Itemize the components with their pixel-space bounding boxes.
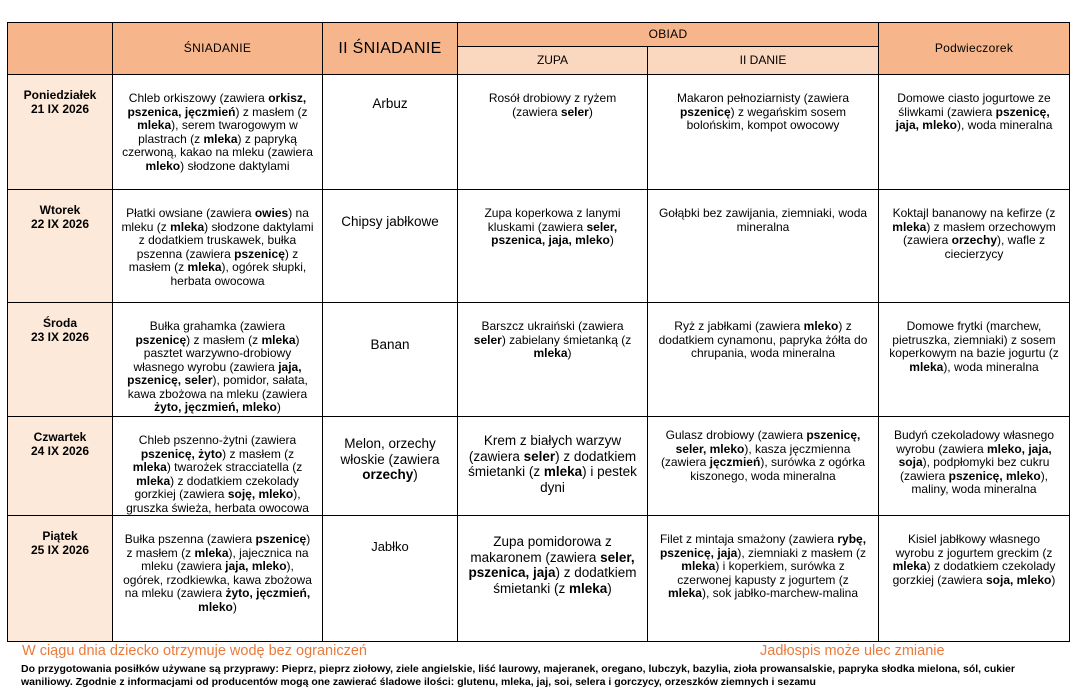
snack-cell [879,516,1070,642]
allergen-text: seler, pszenica, jaja [468,549,635,580]
allergen-text: mleka [543,464,583,479]
allergen-text: pszenicę [135,332,187,347]
allergen-text: mleka [909,359,944,374]
allergen-text: seler [523,448,556,464]
second-breakfast-text: Melon, orzechy włoskie (zawiera orzechy) [340,436,440,482]
allergen-text: orzechy [951,233,998,247]
day-name: Środa [42,316,77,330]
snack-text: Kisiel jabłkowy własnego wyrobu z jogurtem greckim (z mleka) z dodatkiem czekolady gorzkiej (zawiera soja, mleko) [892,532,1056,587]
day-row [8,516,1070,642]
header-corner [8,23,113,75]
day-name: Czwartek [33,430,87,444]
day-label [8,75,113,190]
snack-cell [879,303,1070,417]
snack-cell [879,417,1070,516]
allergen-text: orzechy [362,467,414,482]
allergen-text: mleka [569,580,608,596]
allergen-text: pszenicę, jaja, mleko [895,104,1050,132]
allergen-text: pszenicę, żyto [140,446,223,461]
day-row [8,417,1070,516]
breakfast-cell [113,303,323,417]
allergen-text: mleko [145,158,181,173]
day-label [8,190,113,303]
breakfast-cell [113,417,323,516]
second-breakfast-cell [323,303,458,417]
day-row [8,75,1070,190]
second-breakfast-cell [323,417,458,516]
menu-table [7,22,1070,642]
allergen-text: mleka [194,545,229,560]
allergen-text: mleka [170,219,205,234]
second-breakfast-cell [323,516,458,642]
day-name: Piątek [42,529,78,543]
second-breakfast-text: Chipsy jabłkowe [341,214,439,229]
breakfast-text: Płatki owsiane (zawiera owies) na mleku (z mleka) słodzone daktylami z dodatkiem truskawek, bułka pszenna (zawiera pszenicę) z masłem (z mleka), ogórek słupki, herbata owocowa [121,206,314,288]
allergen-text: mleka [533,346,568,360]
allergen-text: mleka [203,131,238,146]
breakfast-cell [113,75,323,190]
day-name: Poniedziałek [23,88,97,102]
day-date: 25 IX 2026 [30,542,90,557]
day-row [8,303,1070,417]
day-row [8,190,1070,303]
breakfast-cell [113,516,323,642]
snack-text: Koktajl bananowy na kefirze (z mleka) z masłem orzechowym (zawiera orzechy), wafle z ciecierzycy [892,206,1056,261]
header-second-breakfast: II ŚNIADANIE [323,23,458,75]
second-breakfast-cell [323,75,458,190]
main-cell [648,516,879,642]
second-breakfast-text: Jabłko [371,539,409,554]
allergen-text: jęczmień [709,455,761,469]
main-cell [648,417,879,516]
allergen-text: żyto, jęczmień, mleko [154,400,277,414]
header-main-course: II DANIE [648,47,879,75]
allergen-text: jaja, pszenicę, seler [127,359,302,387]
water-note: W ciągu dnia dziecko otrzymuje wodę bez ograniczeń [22,643,367,659]
main-text: Ryż z jabłkami (zawiera mleko) z dodatkiem cynamonu, papryka żółta do chrupania, woda mineralna [658,319,868,360]
soup-cell [458,303,648,417]
allergen-text: seler [560,104,589,119]
footer-notes [19,643,1069,661]
soup-text: Zupa pomidorowa z makaronem (zawiera seler, pszenica, jaja) z dodatkiem śmietanki (z mleka) [468,534,637,596]
header-snack: Podwieczorek [879,23,1070,75]
allergen-text: rybę, pszenicę, jaja [659,532,867,560]
second-breakfast-text: Arbuz [372,96,408,111]
allergen-text: mleka [667,586,702,600]
main-cell [648,75,879,190]
change-notice: Jadłospis może ulec zmianie [760,643,945,659]
day-date: 21 IX 2026 [30,101,90,116]
breakfast-cell [113,190,323,303]
main-text: Gulasz drobiowy (zawiera pszenicę, seler, mleko), kasza jęczmienna (zawiera jęczmień), surówka z ogórka kiszonego, woda mineralna [660,428,866,483]
soup-text: Rosół drobiowy z ryżem (zawiera seler) [488,91,617,119]
snack-text: Domowe frytki (marchew, pietruszka, ziemniaki) z sosem koperkowym na bazie jogurtu (z mleka), woda mineralna [889,319,1059,374]
soup-cell [458,417,648,516]
snack-text: Domowe ciasto jogurtowe ze śliwkami (zawiera pszenicę, jaja, mleko), woda mineralna [895,91,1053,132]
allergen-text: pszenicę [255,532,307,546]
second-breakfast-cell [323,190,458,303]
allergen-text: soję, mleko [227,487,294,501]
second-breakfast-text: Banan [370,337,410,352]
allergen-text: pszenicę, seler, mleko [675,428,861,456]
main-cell [648,303,879,417]
allergen-text: mleka [261,332,296,347]
allergen-text: mleka [187,260,222,274]
soup-cell [458,516,648,642]
soup-text: Barszcz ukraiński (zawiera seler) zabielany śmietanką (z mleka) [473,319,632,360]
allergen-text: pszenicę [234,246,285,261]
day-date: 24 IX 2026 [30,443,90,458]
day-label [8,516,113,642]
allergen-text: mleka [136,473,171,488]
soup-cell [458,75,648,190]
day-date: 23 IX 2026 [30,329,90,344]
snack-cell [879,75,1070,190]
allergen-text: mleka [681,559,716,573]
allergen-text: orkisz, pszenica, jęczmień [127,91,307,119]
day-date: 22 IX 2026 [30,216,90,231]
allergen-text: jaja, mleko [225,559,287,573]
header-lunch: OBIAD [458,23,879,47]
allergen-text: seler [473,332,502,347]
allergen-text: owies [254,206,289,220]
main-text: Makaron pełnoziarnisty (zawiera pszenicę) z wegańskim sosem bolońskim, kompot owocowy [676,91,850,132]
snack-text: Budyń czekoladowy własnego wyrobu (zawiera mleko, jaja, soja), podpłomyki bez cukru (zawiera pszenicę, mleko), maliny, woda mineralna [893,428,1055,496]
soup-text: Krem z białych warzyw (zawiera seler) z dodatkiem śmietanki (z mleka) i pestek dyni [468,433,637,495]
day-name: Wtorek [39,203,81,217]
main-text: Gołąbki bez zawijania, ziemniaki, woda mineralna [658,206,868,234]
allergen-text: mleko, jaja, soja [898,441,1052,469]
header-soup: ZUPA [458,47,648,75]
main-text: Filet z mintaja smażony (zawiera rybę, pszenicę, jaja), ziemniaki z masłem (z mleka) i koperkiem, surówka z czerwonej kapusty z jogurtem (z mleka), sok jabłko-marchew-malina [659,532,867,600]
day-label [8,417,113,516]
allergen-text: mleka [892,559,927,573]
allergen-text: pszenicę [679,104,731,119]
soup-text: Zupa koperkowa z lanymi kluskami (zawiera seler, pszenica, jaja, mleko) [484,206,621,247]
header-breakfast: ŚNIADANIE [113,23,323,75]
snack-cell [879,190,1070,303]
day-label [8,303,113,417]
breakfast-text: Bułka pszenna (zawiera pszenicę) z masłem (z mleka), jajecznica na mleku (zawiera jaja, mleko), ogórek, rzodkiewka, kawa zbożowa na mleku (zawiera żyto, jęczmień, mleko) [123,532,312,614]
allergen-text: mleko [803,319,839,333]
spices-note: Do przygotowania posiłków używane są przyprawy: Pieprz, pieprz ziołowy, ziele angielskie, liść laurowy, majeranek, oregano, lubczyk, bazylia, zioła prowansalskie, papryka słodka mielona, sól, cukier waniliowy. Zgodnie z informacjami od producentów mogą one zawierać śladowe ilości: glutenu, mleka, jaj, soi, selera i gorczycy, orzeszków ziemnych i sezamu [21,663,1015,688]
breakfast-text: Chleb orkiszowy (zawiera orkisz, pszenica, jęczmień) z masłem (z mleka), serem twarogowym w plastrach (z mleka) z papryką czerwoną, kakao na mleku (zawiera mleko) słodzone daktylami [122,91,313,173]
allergen-text: seler, pszenica, jaja, mleko [491,219,618,247]
allergen-text: mleka [892,219,927,234]
soup-cell [458,190,648,303]
allergen-text: pszenicę, mleko [948,468,1041,483]
allergen-text: mleka [137,118,172,132]
main-cell [648,190,879,303]
allergen-text: żyto, jęczmień, mleko [198,586,311,614]
allergen-text: mleka [132,460,167,474]
breakfast-text: Chleb pszenno-żytni (zawiera pszenicę, żyto) z masłem (z mleka) twarożek stracciatella (z mleka) z dodatkiem czekolady gorzkiej (zawiera soję, mleko), gruszka świeża, herbata owocowa [126,433,309,515]
breakfast-text: Bułka grahamka (zawiera pszenicę) z masłem (z mleka) pasztet warzywno-drobiowy własnego wyrobu (zawiera jaja, pszenicę, seler), pomidor, sałata, kawa zbożowa na mleku (zawiera żyto, jęczmień, mleko) [127,319,308,414]
allergen-text: soja, mleko [986,572,1052,587]
